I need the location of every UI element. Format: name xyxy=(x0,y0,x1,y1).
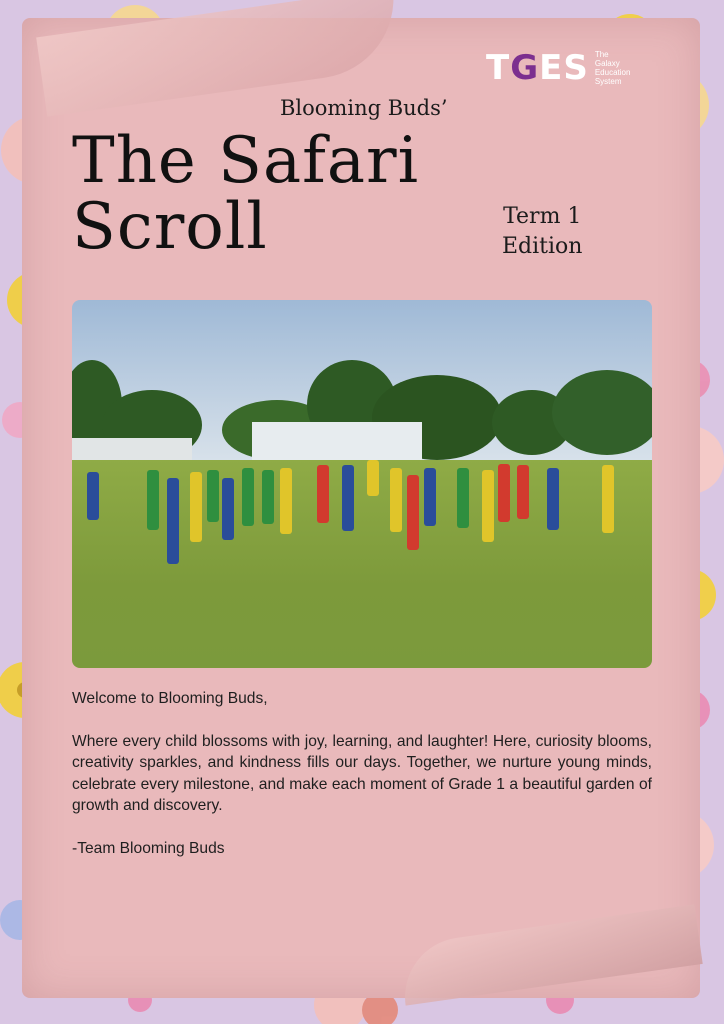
school-logo xyxy=(486,48,645,88)
title-line: Scroll xyxy=(72,190,268,264)
edition-line: Term 1 xyxy=(503,204,582,229)
logo-letters-es: ES xyxy=(539,48,589,88)
newsletter-tagline: Blooming Buds’ xyxy=(280,96,448,120)
title-line: The Safari xyxy=(72,124,420,198)
letter-greeting: Welcome to Blooming Buds, xyxy=(72,690,268,707)
edition-line: Edition xyxy=(502,234,583,259)
photo-building xyxy=(252,422,422,464)
letter-paragraph: Where every child blossoms with joy, learning, and laughter! Here, curiosity blooms, creativity sparkles, and kindness fills our days. Together, we nurture young minds, celebrate every milestone, and make each moment of Grade 1 a beautiful garden of growth and discovery. xyxy=(72,732,652,814)
edition-label xyxy=(502,202,582,262)
logo-mark xyxy=(486,48,589,88)
welcome-letter xyxy=(72,688,652,880)
logo-sub-line: The xyxy=(594,50,609,59)
logo-letter-g: G xyxy=(510,48,540,88)
logo-subtitle xyxy=(595,50,645,86)
logo-sub-line: Education xyxy=(594,68,631,77)
newsletter-title xyxy=(72,124,420,264)
children-running-photo xyxy=(72,300,652,668)
photo-field xyxy=(72,460,652,668)
logo-sub-line: System xyxy=(594,77,622,86)
logo-letter-t: T xyxy=(486,48,511,88)
letter-signoff: -Team Blooming Buds xyxy=(72,839,225,857)
logo-sub-line: Galaxy xyxy=(594,59,620,68)
